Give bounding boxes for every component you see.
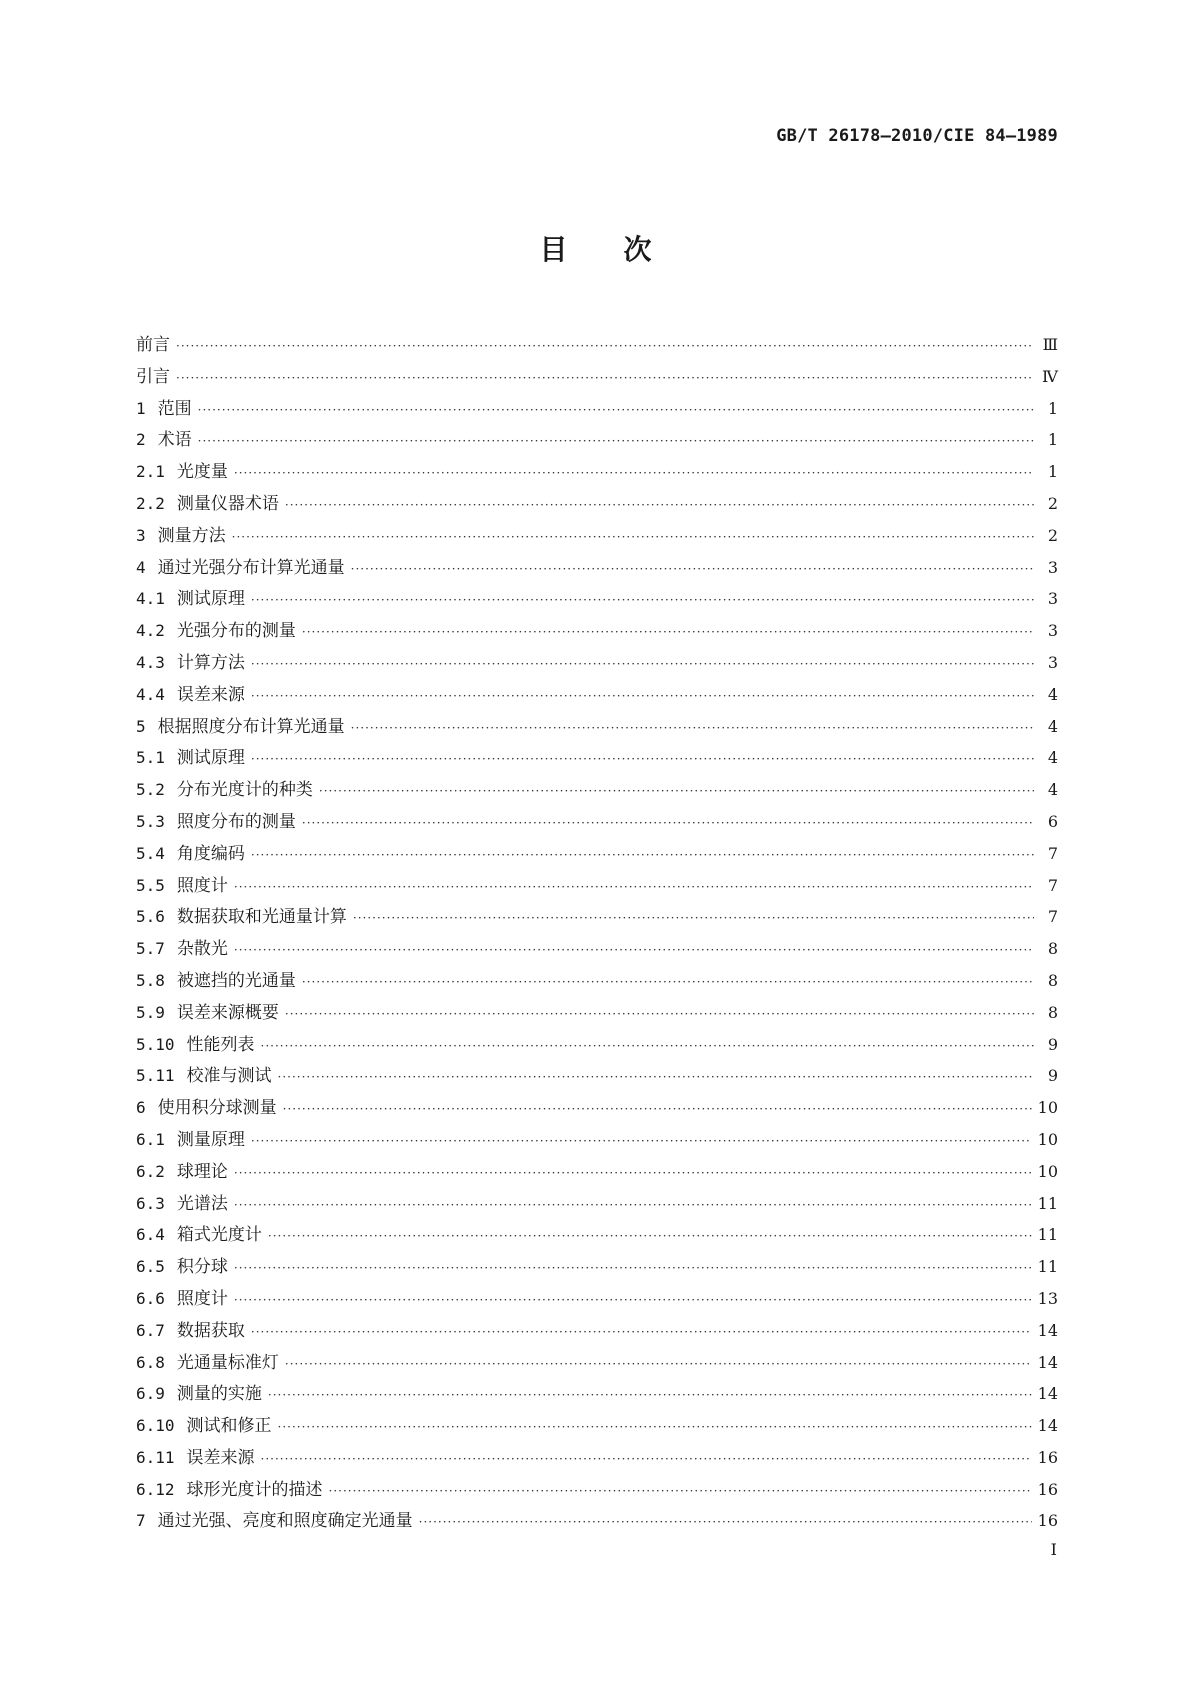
toc-entry[interactable] [136,1220,1058,1252]
toc-entry[interactable] [136,1348,1058,1380]
toc-entry-number: 6 [136,1098,146,1118]
toc-entry-number: 6.1 [136,1129,165,1149]
toc-entry-label: 根据照度分布计算光通量 [157,716,345,737]
toc-entry-number: 6.3 [136,1193,165,1213]
toc-entry-label: 测试原理 [176,748,245,769]
toc-entry[interactable] [136,521,1058,553]
toc-entry-label: 计算方法 [176,652,245,673]
toc-leader-dots [234,880,1034,894]
toc-entry[interactable] [136,998,1058,1030]
toc-leader-dots [353,911,1034,925]
toc-leader-dots [351,721,1034,735]
toc-leader-dots [261,1452,1032,1466]
toc-leader-dots [234,1166,1032,1180]
toc-entry-number: 6.7 [136,1320,165,1340]
toc-entry-page: 11 [1037,1257,1058,1277]
toc-entry-page: 1 [1047,430,1058,450]
toc-entry-number: 4.3 [136,652,165,672]
toc-entry-label: 性能列表 [186,1034,255,1055]
toc-leader-dots [268,1229,1032,1243]
toc-entry-number: 6.4 [136,1225,165,1245]
toc-entry-label: 通过光强、亮度和照度确定光通量 [157,1511,413,1532]
toc-entry-number: 4.2 [136,621,165,641]
toc-entry-page: 9 [1047,1034,1058,1054]
toc-entry[interactable] [136,1252,1058,1284]
toc-entry-page: 6 [1047,811,1058,831]
toc-entry-number: 6.2 [136,1161,165,1181]
toc-entry[interactable] [136,489,1058,521]
toc-leader-dots [234,1293,1032,1307]
toc-entry-page: 3 [1047,621,1058,641]
toc-leader-dots [268,1388,1032,1402]
toc-leader-dots [283,1102,1032,1116]
toc-entry-label: 箱式光度计 [176,1225,262,1246]
toc-leader-dots [278,1420,1032,1434]
toc-entry[interactable] [136,680,1058,712]
toc-entry[interactable] [136,743,1058,775]
toc-entry-label: 引言 [136,366,170,387]
toc-entry[interactable] [136,966,1058,998]
toc-entry-page: 3 [1047,589,1058,609]
toc-entry-number: 5.9 [136,1002,165,1022]
toc-entry[interactable] [136,712,1058,744]
toc-entry-number: 5.3 [136,811,165,831]
toc-entry[interactable] [136,839,1058,871]
toc-entry-number: 2.1 [136,462,165,482]
toc-entry-label: 光通量标准灯 [176,1352,279,1373]
toc-entry-page: 14 [1037,1384,1058,1404]
toc-entry[interactable] [136,934,1058,966]
toc-entry-page: 2 [1047,493,1058,513]
toc-entry-label: 误差来源 [176,684,245,705]
toc-leader-dots [285,1357,1032,1371]
toc-entry-page: 10 [1037,1161,1058,1181]
toc-entry-number: 6.12 [136,1479,175,1499]
toc-entry[interactable] [136,1316,1058,1348]
toc-leader-dots [319,784,1034,798]
toc-leader-dots [234,466,1034,480]
toc-entry[interactable] [136,584,1058,616]
toc-entry-number: 2.2 [136,493,165,513]
toc-entry-label: 光强分布的测量 [176,621,296,642]
toc-entry-page: 3 [1047,652,1058,672]
toc-entry-number: 6.8 [136,1352,165,1372]
toc-leader-dots [251,1134,1032,1148]
toc-leader-dots [176,371,1034,385]
toc-entry-number: 5.5 [136,875,165,895]
toc-leader-dots [278,1070,1034,1084]
toc-entry-label: 照度计 [176,875,228,896]
toc-entry-label: 测试和修正 [186,1416,272,1437]
toc-entry-page: 16 [1037,1479,1058,1499]
standard-code: GB/T 26178—2010/CIE 84—1989 [776,126,1058,146]
toc-entry[interactable] [136,425,1058,457]
toc-leader-dots [285,1007,1034,1021]
toc-leader-dots [198,403,1034,417]
toc-entry-page: 4 [1047,684,1058,704]
toc-leader-dots [285,498,1034,512]
toc-entry-page: 1 [1047,462,1058,482]
toc-leader-dots [232,530,1034,544]
toc-entry[interactable] [136,330,1058,362]
toc-entry-page: 10 [1037,1098,1058,1118]
toc-entry-number: 5.8 [136,970,165,990]
toc-list [136,330,1058,1538]
toc-entry-label: 数据获取和光通量计算 [176,907,347,928]
toc-entry-page: Ⅳ [1042,366,1058,386]
toc-leader-dots [261,1039,1034,1053]
toc-entry-label: 杂散光 [176,939,228,960]
toc-entry-label: 测试原理 [176,589,245,610]
toc-entry-label: 照度计 [176,1288,228,1309]
toc-entry-number: 6.11 [136,1447,175,1467]
toc-entry-number: 5.11 [136,1066,175,1086]
toc-leader-dots [351,562,1034,576]
toc-entry-page: 3 [1047,557,1058,577]
toc-entry-label: 球形光度计的描述 [186,1479,323,1500]
toc-entry-page: 14 [1037,1352,1058,1372]
toc-entry-label: 误差来源 [186,1447,255,1468]
toc-entry-label: 数据获取 [176,1320,245,1341]
toc-entry-label: 前言 [136,335,170,355]
toc-leader-dots [176,339,1034,353]
toc-entry-label: 测量方法 [157,525,226,546]
toc-entry-number: 5.7 [136,939,165,959]
toc-entry-label: 光度量 [176,462,228,483]
toc-entry-page: 16 [1037,1511,1058,1531]
toc-leader-dots [251,593,1034,607]
toc-entry-label: 校准与测试 [186,1066,272,1087]
toc-entry-label: 使用积分球测量 [157,1098,277,1119]
toc-entry-number: 4.4 [136,684,165,704]
toc-leader-dots [419,1515,1032,1529]
toc-entry-page: 2 [1047,525,1058,545]
toc-entry-label: 角度编码 [176,843,245,864]
toc-entry-number: 6.9 [136,1384,165,1404]
toc-entry-number: 5.6 [136,907,165,927]
toc-leader-dots [302,816,1034,830]
toc-entry-number: 1 [136,398,146,418]
toc-entry-page: 14 [1037,1320,1058,1340]
toc-entry-number: 5.2 [136,780,165,800]
toc-entry-page: 10 [1037,1129,1058,1149]
toc-entry[interactable] [136,1030,1058,1062]
toc-entry[interactable] [136,1284,1058,1316]
toc-entry[interactable] [136,616,1058,648]
toc-entry-label: 球理论 [176,1161,228,1182]
toc-leader-dots [234,1198,1032,1212]
toc-leader-dots [302,975,1034,989]
toc-leader-dots [251,752,1034,766]
toc-entry[interactable] [136,902,1058,934]
toc-entry-page: 8 [1047,970,1058,990]
toc-entry-page: 7 [1047,907,1058,927]
toc-entry[interactable] [136,1061,1058,1093]
toc-entry-number: 2 [136,430,146,450]
toc-entry-label: 光谱法 [176,1193,228,1214]
toc-entry-label: 范围 [157,398,192,419]
toc-entry-number: 6.10 [136,1416,175,1436]
toc-entry-page: 1 [1047,398,1058,418]
toc-leader-dots [302,625,1034,639]
toc-entry[interactable] [136,1093,1058,1125]
toc-leader-dots [329,1484,1032,1498]
toc-entry-number: 7 [136,1511,146,1531]
toc-leader-dots [198,434,1034,448]
toc-entry-label: 误差来源概要 [176,1002,279,1023]
toc-entry-page: 11 [1037,1193,1058,1213]
toc-entry[interactable] [136,1411,1058,1443]
toc-entry-page: 14 [1037,1416,1058,1436]
toc-entry-number: 4.1 [136,589,165,609]
toc-leader-dots [251,1325,1032,1339]
toc-entry-page: 9 [1047,1066,1058,1086]
page-number: I [1050,1540,1057,1559]
toc-entry-page: 4 [1047,716,1058,736]
toc-entry-label: 照度分布的测量 [176,811,296,832]
toc-leader-dots [234,1261,1032,1275]
toc-entry[interactable] [136,807,1058,839]
toc-entry[interactable] [136,1125,1058,1157]
toc-entry-page: 13 [1037,1288,1058,1308]
toc-entry-number: 5.4 [136,843,165,863]
toc-entry[interactable] [136,1189,1058,1221]
toc-leader-dots [251,848,1034,862]
toc-entry-label: 通过光强分布计算光通量 [157,557,345,578]
toc-entry[interactable] [136,1157,1058,1189]
toc-entry-label: 术语 [157,430,192,451]
toc-entry-label: 积分球 [176,1257,228,1278]
toc-entry[interactable] [136,871,1058,903]
toc-entry[interactable] [136,457,1058,489]
toc-entry[interactable] [136,362,1058,394]
toc-entry[interactable] [136,648,1058,680]
toc-entry-page: 7 [1047,875,1058,895]
toc-entry[interactable] [136,1506,1058,1538]
toc-entry-number: 5.1 [136,748,165,768]
page-title: 目 次 [539,233,652,266]
toc-entry-label: 测量原理 [176,1129,245,1150]
toc-leader-dots [251,657,1034,671]
toc-entry-number: 5 [136,716,146,736]
toc-entry-page: 4 [1047,780,1058,800]
toc-entry-label: 被遮挡的光通量 [176,970,296,991]
toc-entry-number: 4 [136,557,146,577]
toc-entry[interactable] [136,1379,1058,1411]
toc-entry[interactable] [136,553,1058,585]
toc-entry-page: 8 [1047,939,1058,959]
toc-entry[interactable] [136,1443,1058,1475]
toc-entry[interactable] [136,775,1058,807]
toc-entry-number: 3 [136,525,146,545]
toc-entry-label: 分布光度计的种类 [176,780,313,801]
toc-entry-page: 7 [1047,843,1058,863]
toc-entry-page: 16 [1037,1447,1058,1467]
toc-leader-dots [251,689,1034,703]
toc-entry-page: 11 [1037,1225,1058,1245]
toc-entry-number: 5.10 [136,1034,175,1054]
toc-entry[interactable] [136,1475,1058,1507]
toc-entry-label: 测量的实施 [176,1384,262,1405]
toc-entry-page: 4 [1047,748,1058,768]
toc-leader-dots [234,943,1034,957]
toc-entry-number: 6.5 [136,1257,165,1277]
toc-entry[interactable] [136,394,1058,426]
toc-entry-page: Ⅲ [1042,335,1058,354]
toc-entry-number: 6.6 [136,1288,165,1308]
toc-entry-page: 8 [1047,1002,1058,1022]
toc-entry-label: 测量仪器术语 [176,493,279,514]
